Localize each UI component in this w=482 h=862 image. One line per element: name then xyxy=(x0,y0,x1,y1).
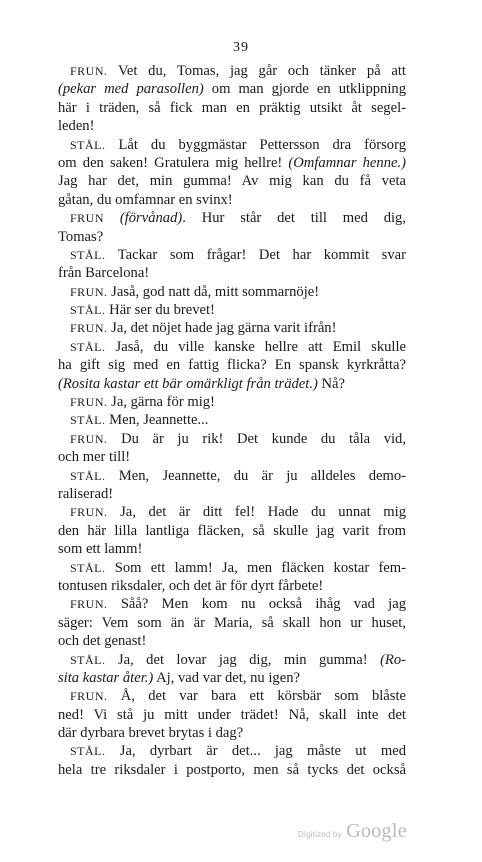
dialogue-text: Såå? Men kom nu också ihåg vad jag xyxy=(107,596,406,613)
dialogue-text: ha gift sig med en fattig flicka? En spansk kyrkråtta? xyxy=(58,357,406,374)
dialogue-text: raliserad! xyxy=(58,485,114,502)
dialogue-text: tontusen riksdaler, och det är för dyrt fårbete! xyxy=(58,577,324,594)
dialogue-text: Låt du byggmästar Pettersson dra försorg xyxy=(105,136,406,153)
dialogue-text: Ja, det lovar jag dig, min gumma! xyxy=(105,651,381,668)
text-line xyxy=(58,687,406,705)
text-line xyxy=(58,595,406,613)
speaker-name: STÅL. xyxy=(70,137,106,152)
dialogue-text: som ett lamm! xyxy=(58,541,143,558)
speaker-name: FRUN. xyxy=(70,284,108,299)
dialogue-text: Nå? xyxy=(317,375,345,392)
text-line xyxy=(58,172,406,190)
text-line xyxy=(58,99,406,117)
text-line xyxy=(58,154,406,172)
dialogue-text: leden! xyxy=(58,118,95,135)
speaker-name: FRUN. xyxy=(70,64,108,78)
dialogue-text: och det genast! xyxy=(58,633,147,650)
speaker-name: FRUN. xyxy=(70,395,108,410)
google-logo: Google xyxy=(346,820,407,842)
speaker-name: FRUN. xyxy=(70,689,108,704)
dialogue-text: Här ser du brevet! xyxy=(105,302,215,319)
text-line xyxy=(58,411,406,429)
dialogue-text: Vet du, Tomas, jag går och tänker på att xyxy=(107,63,406,79)
dialogue-text: där dyrbara brevet brytas i dag? xyxy=(58,725,244,742)
text-line xyxy=(58,467,406,485)
speaker-name: FRUN xyxy=(70,211,105,226)
dialogue-text: Jag har det, min gumma! Av mig kan du få veta xyxy=(58,173,406,190)
stage-direction: sita kastar åter.) xyxy=(58,669,154,686)
text-line xyxy=(58,503,406,521)
text-line xyxy=(58,191,406,209)
dialogue-text: Å, det var bara ett körsbär som blåste xyxy=(107,688,406,705)
watermark-prefix: Digitized by xyxy=(298,830,342,839)
speaker-name: STÅL. xyxy=(70,744,106,759)
text-line xyxy=(58,246,406,264)
dialogue-text: hela tre riksdaler i postporto, men så tycks det också xyxy=(58,761,406,778)
text-line xyxy=(58,724,406,742)
stage-direction: (Omfamnar henne.) xyxy=(288,154,406,171)
dialogue-text: Men, Jeannette... xyxy=(105,412,209,429)
text-line xyxy=(58,209,406,227)
dialogue-text: här i träden, så fick man en präktig utsikt åt segel- xyxy=(58,99,406,116)
speaker-name: FRUN. xyxy=(70,597,108,612)
text-line xyxy=(58,62,406,80)
dialogue-text: och mer till! xyxy=(58,449,131,466)
text-line xyxy=(58,80,406,98)
speaker-name: FRUN. xyxy=(70,321,108,336)
text-line xyxy=(58,540,406,558)
speaker-name: STÅL. xyxy=(70,468,106,483)
dialogue-text: Jaså, du ville kanske hellre att Emil skulle xyxy=(105,338,406,355)
text-line xyxy=(58,393,406,411)
text-line xyxy=(58,301,406,319)
text-line xyxy=(58,283,406,301)
stage-direction: (Rosita kastar ett bär omärkligt från trädet.) xyxy=(58,375,318,392)
speaker-name: FRUN. xyxy=(70,505,108,520)
text-line xyxy=(58,706,406,724)
text-line xyxy=(58,485,406,503)
dialogue-text: Ja, dyrbart är det... jag måste ut med xyxy=(105,743,406,760)
dialogue-text: om den saken! Gratulera mig hellre! xyxy=(58,154,289,171)
speaker-name: STÅL. xyxy=(70,560,106,575)
dialogue-text: Ja, det är ditt fel! Hade du unnat mig xyxy=(107,504,406,521)
speaker-name: STÅL. xyxy=(70,652,106,667)
dialogue-text: Jaså, god natt då, mitt sommarnöje! xyxy=(107,283,320,300)
text-line xyxy=(58,430,406,448)
speaker-name: STÅL. xyxy=(70,339,106,354)
text-line xyxy=(58,375,406,393)
dialogue-text: Ja, det nöjet hade jag gärna varit ifrån! xyxy=(107,320,337,337)
dialogue-text: Som ett lamm! Ja, men fläcken kostar fem- xyxy=(105,559,406,576)
dialogue-text: den här lilla lantliga fläcken, så skulle jag varit from xyxy=(58,522,406,539)
text-line xyxy=(58,742,406,760)
dialogue-text: Ja, gärna för mig! xyxy=(107,394,215,411)
dialogue-text: Tackar som frågar! Det har kommit svar xyxy=(105,246,406,263)
text-line xyxy=(58,669,406,687)
dialogue-text: . Hur står det till med dig, xyxy=(182,210,406,227)
text-line xyxy=(58,264,406,282)
text-line xyxy=(58,559,406,577)
text-line xyxy=(58,651,406,669)
text-line xyxy=(58,761,406,779)
text-line xyxy=(58,522,406,540)
dialogue-text: Aj, vad var det, nu igen? xyxy=(153,669,300,686)
text-line xyxy=(58,632,406,650)
text-line xyxy=(58,117,406,135)
text-line xyxy=(58,356,406,374)
dialogue-text: Du är ju rik! Det kunde du tåla vid, xyxy=(107,430,406,447)
stage-direction: (Ro- xyxy=(380,651,406,668)
text-line xyxy=(58,614,406,632)
digitized-by-google-watermark xyxy=(298,820,407,843)
dialogue-text: gåtan, du omfamnar en svinx! xyxy=(58,191,233,208)
dialogue-text: från Barcelona! xyxy=(58,265,150,282)
text-line xyxy=(58,136,406,154)
dialogue-text: ned! Vi stå ju mitt under trädet! Nå, skall inte det xyxy=(58,706,406,723)
speaker-name: STÅL. xyxy=(70,303,106,318)
stage-direction: (förvånad) xyxy=(119,210,183,227)
page-number: 39 xyxy=(233,40,249,55)
stage-direction: (pekar med parasollen) xyxy=(58,81,204,98)
dialogue-text: om man gjorde en utklippning xyxy=(203,81,406,98)
text-line xyxy=(58,448,406,466)
speaker-name: STÅL. xyxy=(70,413,106,428)
text-line xyxy=(58,338,406,356)
text-line xyxy=(58,577,406,595)
speaker-name: FRUN. xyxy=(70,431,108,446)
dialogue-text: säger: Vem som än är Maria, så skall hon ur huset, xyxy=(58,614,406,631)
play-text xyxy=(58,62,406,779)
text-line xyxy=(58,319,406,337)
text-line xyxy=(58,228,406,246)
dialogue-text xyxy=(104,210,120,226)
dialogue-text: Tomas? xyxy=(58,228,104,245)
speaker-name: STÅL. xyxy=(70,247,106,262)
dialogue-text: Men, Jeannette, du är ju alldeles demo- xyxy=(105,467,406,484)
